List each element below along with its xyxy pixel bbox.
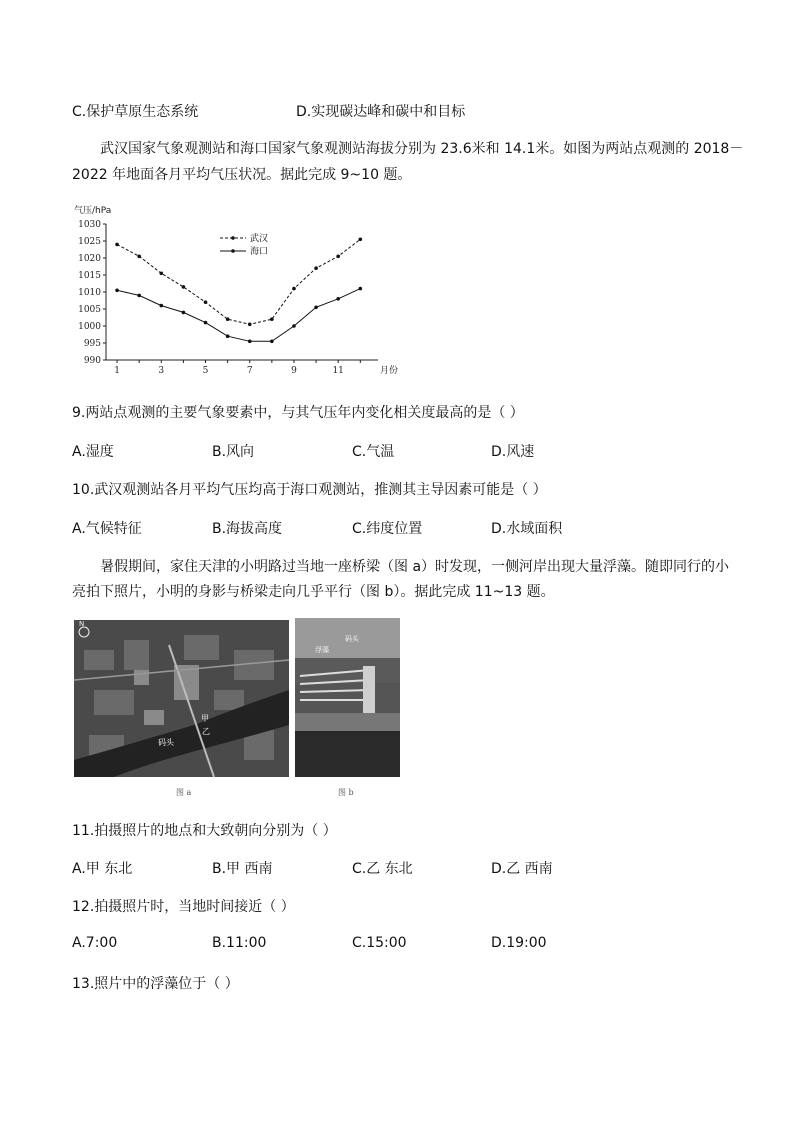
legend-marker [231,236,235,240]
y-tick-label: 1015 [78,271,101,281]
data-point [248,340,252,344]
data-point [159,272,163,276]
data-point [270,340,274,344]
q9-option-c: C.气温 [352,444,395,460]
y-tick-label: 1010 [78,288,101,298]
data-point [182,311,186,315]
x-axis-label: 月份 [380,366,399,376]
data-point [115,243,119,247]
q10-option-b: B.海拔高度 [212,521,283,537]
data-point [204,321,208,325]
y-tick-label: 1000 [78,322,101,332]
figure-a-caption: 图 a [176,788,192,797]
label-yi: 乙 [202,727,210,736]
data-point [226,334,230,338]
legend-marker [231,249,235,253]
q10-option-d: D.水域面积 [491,521,563,537]
data-point [137,294,141,298]
figure-b-caption: 图 b [338,788,354,797]
data-point [359,238,363,242]
y-tick-label: 1020 [78,254,101,264]
data-point [115,289,119,293]
q12-option-c: C.15:00 [352,935,407,951]
label-jia: 甲 [201,714,209,723]
legend-label: 武汉 [250,234,269,244]
q12-option-d: D.19:00 [491,935,547,951]
series-line-wuhan [117,239,360,324]
pressure-line-chart [72,200,412,385]
x-tick-label: 9 [291,366,297,376]
q12-option-b: B.11:00 [212,935,267,951]
q11-option-b: B.甲 西南 [212,861,273,877]
label-fuzao: 浮藻 [315,646,329,654]
data-point [314,306,318,310]
y-tick-label: 990 [83,356,101,366]
q11-option-a: A.甲 东北 [72,861,133,877]
legend-label: 海口 [250,247,269,257]
data-point [336,297,340,301]
data-point [314,266,318,270]
aerial-photo-drawing [74,620,289,777]
x-tick-label: 11 [332,366,344,376]
series-line-haikou [117,289,360,342]
data-point [359,287,363,291]
figure-a-aerial-photo [74,620,289,777]
q12-option-a: A.7:00 [72,935,118,951]
q9-text: 9.两站点观测的主要气象要素中，与其气压年内变化相关度最高的是（ ） [72,405,524,421]
intro1-line2: 2022 年地面各月平均气压状况。据此完成 9~10 题。 [72,167,412,183]
data-point [270,317,274,321]
q9-option-d: D.风速 [491,444,535,460]
q11-option-c: C.乙 东北 [352,861,413,877]
y-tick-label: 1025 [78,237,101,247]
intro2-line1: 暑假期间，家住天津的小明路过当地一座桥梁（图 a）时发现，一侧河岸出现大量浮藻。随即同行的小 [100,559,730,575]
q11-option-d: D.乙 西南 [491,861,553,877]
q9-option-a: A.湿度 [72,444,114,460]
option-c: C.保护草原生态系统 [72,104,199,120]
x-tick-label: 5 [202,366,209,376]
figure-b-bridge-photo [295,618,400,777]
intro1-line1: 武汉国家气象观测站和海口国家气象观测站海拔分别为 23.6米和 14.1米。如图为两站点观测的 2018－ [100,141,744,157]
data-point [248,323,252,327]
data-point [159,304,163,308]
intro2-line2: 亮拍下照片，小明的身影与桥梁走向几乎平行（图 b）。据此完成 11~13 题。 [72,584,555,600]
label-matou-a: 码头 [158,738,174,747]
label-matou-b: 码头 [345,635,359,643]
option-d: D.实现碳达峰和碳中和目标 [296,104,466,120]
y-tick-label: 1005 [78,305,101,315]
q11-text: 11.拍摄照片的地点和大致朝向分别为（ ） [72,823,337,839]
data-point [336,255,340,259]
q10-option-c: C.纬度位置 [352,521,423,537]
q10-option-a: A.气候特征 [72,521,142,537]
q12-text: 12.拍摄照片时，当地时间接近（ ） [72,899,295,915]
data-point [292,287,296,291]
q13-text: 13.照片中的浮藻位于（ ） [72,976,239,992]
x-tick-label: 7 [246,366,253,376]
q9-option-b: B.风向 [212,444,255,460]
data-point [292,324,296,328]
data-point [204,300,208,304]
data-point [182,285,186,289]
north-label: N [79,620,85,628]
data-point [137,255,141,259]
x-tick-label: 3 [158,366,165,376]
y-tick-label: 995 [83,339,101,349]
y-axis-label: 气压/hPa [74,206,112,216]
x-tick-label: 1 [114,366,120,376]
q10-text: 10.武汉观测站各月平均气压均高于海口观测站，推测其主导因素可能是（ ） [72,482,547,498]
data-point [226,317,230,321]
y-tick-label: 1030 [78,220,101,230]
